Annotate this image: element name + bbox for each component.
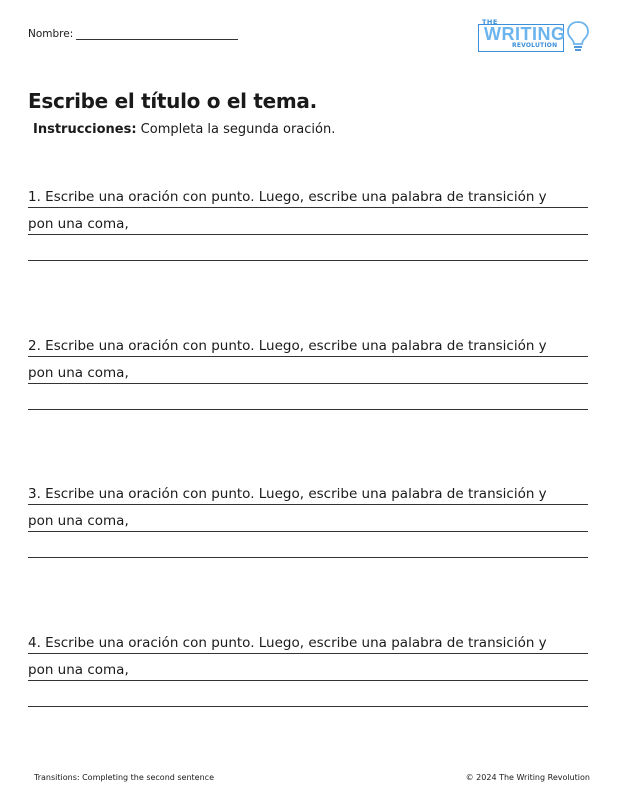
name-field[interactable] [76, 27, 238, 40]
writing-revolution-logo [478, 18, 592, 58]
instructions [33, 122, 335, 137]
name-label: Nombre: [28, 28, 74, 40]
name-row [28, 27, 238, 40]
exercise-answer-line[interactable] [28, 212, 588, 235]
exercise-prompt: 4. Escribe una oración con punto. Luego, escribe una palabra de transición y [28, 635, 547, 651]
exercise-answer-line[interactable] [28, 658, 588, 681]
exercise-prompt-line [28, 334, 588, 357]
exercise-answer-line[interactable] [28, 535, 588, 558]
exercise-prompt-cont: pon una coma, [28, 513, 129, 529]
exercise-answer-line[interactable] [28, 684, 588, 707]
exercise-prompt-line [28, 631, 588, 654]
footer-copyright: © 2024 The Writing Revolution [465, 773, 590, 782]
exercise-prompt-cont: pon una coma, [28, 662, 129, 678]
exercise-prompt-cont: pon una coma, [28, 216, 129, 232]
exercise-prompt-line [28, 482, 588, 505]
exercise-prompt: 2. Escribe una oración con punto. Luego, escribe una palabra de transición y [28, 338, 547, 354]
instructions-text: Completa la segunda oración. [140, 122, 336, 137]
logo-the: THE [482, 18, 498, 26]
lightbulb-icon [566, 20, 590, 54]
exercise-prompt: 1. Escribe una oración con punto. Luego, escribe una palabra de transición y [28, 189, 547, 205]
instructions-label: Instrucciones: [33, 122, 137, 137]
exercise-answer-line[interactable] [28, 387, 588, 410]
exercise-prompt-line [28, 185, 588, 208]
logo-revolution: REVOLUTION [512, 42, 558, 49]
exercise-answer-line[interactable] [28, 361, 588, 384]
footer-title: Transitions: Completing the second sentence [34, 773, 214, 782]
exercise-answer-line[interactable] [28, 509, 588, 532]
page-title: Escribe el título o el tema. [28, 89, 317, 113]
exercise-answer-line[interactable] [28, 238, 588, 261]
exercise-prompt: 3. Escribe una oración con punto. Luego, escribe una palabra de transición y [28, 486, 547, 502]
exercise-prompt-cont: pon una coma, [28, 365, 129, 381]
logo-writing: WRITING [484, 24, 566, 44]
